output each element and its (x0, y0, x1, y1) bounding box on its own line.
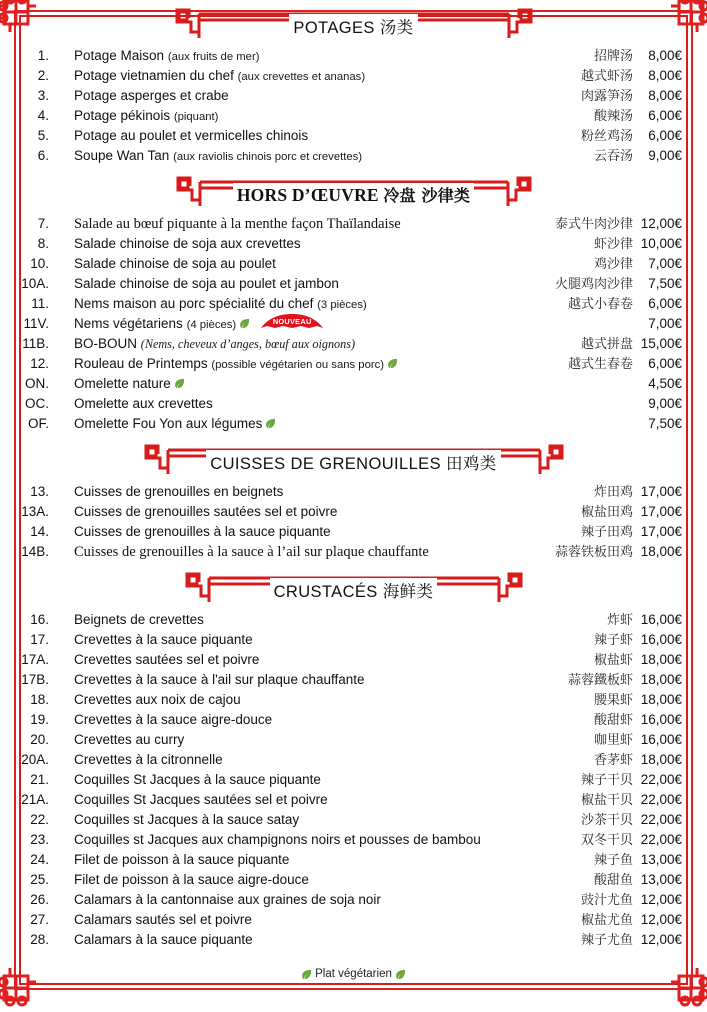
dish-name-cell (58, 542, 515, 562)
dish-name: Crevettes aux noix de cajou (74, 692, 241, 707)
dish-name: Calamars à la cantonnaise aux graines de soja noir (74, 892, 381, 907)
dish-number: 11. (31, 296, 49, 311)
vegetarian-leaf-icon (387, 358, 398, 369)
section-title-fr: CRUSTACÉS (273, 583, 378, 601)
dish-number: 1. (37, 48, 49, 63)
dish-description: (Nems, cheveux d’anges, bœuf aux oignons) (140, 337, 356, 351)
dish-row (0, 106, 707, 126)
dish-row (0, 502, 707, 522)
dish-name-chinese: 辣子鱼 (593, 853, 633, 868)
dish-list-hors-doeuvre (0, 214, 707, 434)
dish-number: ON. (24, 376, 49, 391)
dish-row (0, 482, 707, 502)
dish-name: Crevettes au curry (74, 732, 185, 747)
dish-price: 13,00€ (640, 852, 682, 867)
dish-number: 24. (30, 852, 49, 867)
section-title-fr: CUISSES DE GRENOUILLES (210, 455, 441, 473)
dish-name: Rouleau de Printemps (74, 356, 208, 371)
dish-name-chinese: 虾沙律 (593, 237, 633, 252)
dish-name-cell (58, 650, 515, 670)
vegetarian-leaf-icon (395, 969, 406, 980)
dish-name-cell (58, 670, 515, 690)
dish-price: 6,00€ (648, 128, 682, 143)
dish-number: 25. (30, 872, 49, 887)
dish-name-chinese: 辣子田鸡 (580, 525, 633, 540)
dish-number: 12. (30, 356, 49, 371)
dish-row (0, 46, 707, 66)
dish-name-chinese: 辣子尤鱼 (580, 933, 633, 948)
dish-name-cell (58, 810, 515, 830)
dish-name-chinese: 蒜蓉铁板田鸡 (554, 545, 633, 560)
dish-price: 18,00€ (640, 752, 682, 767)
dish-name-cell (58, 374, 515, 394)
dish-name-cell (58, 830, 515, 850)
dish-price: 17,00€ (640, 524, 682, 539)
dish-number: 27. (30, 912, 49, 927)
dish-number: 14B. (21, 544, 49, 559)
dish-number: 16. (30, 612, 49, 627)
dish-name: Salade chinoise de soja aux crevettes (74, 236, 301, 251)
dish-price: 12,00€ (640, 912, 682, 927)
dish-name: Potage au poulet et vermicelles chinois (74, 128, 309, 143)
dish-number: 4. (37, 108, 49, 123)
dish-name-chinese: 椒盐干贝 (580, 793, 633, 808)
dish-name-chinese: 蒜蓉鐵板虾 (567, 673, 633, 688)
dish-price: 12,00€ (640, 892, 682, 907)
vegetarian-leaf-icon (265, 418, 276, 429)
dish-number: 11V. (23, 316, 49, 331)
dish-price: 15,00€ (640, 336, 682, 351)
dish-description: (piquant) (173, 111, 219, 123)
dish-row (0, 314, 707, 334)
dish-number: 19. (30, 712, 49, 727)
dish-name: Coquilles st Jacques à la sauce satay (74, 812, 300, 827)
dish-row (0, 690, 707, 710)
dish-name-chinese: 越式小春卷 (567, 297, 633, 312)
dish-name: Nems maison au porc spécialité du chef (74, 296, 314, 311)
dish-row (0, 630, 707, 650)
nouveau-badge-label: NOUVEAU (272, 317, 312, 326)
dish-row (0, 730, 707, 750)
dish-name-cell (58, 910, 515, 930)
dish-row (0, 750, 707, 770)
dish-price: 16,00€ (640, 712, 682, 727)
section-header-crustaces (0, 570, 707, 610)
dish-price: 8,00€ (648, 88, 682, 103)
section-title-cn: 田鸡类 (445, 454, 497, 473)
dish-number: 11B. (22, 336, 49, 351)
dish-name-cell (58, 234, 515, 254)
dish-number: 21. (30, 772, 49, 787)
dish-price: 18,00€ (640, 692, 682, 707)
dish-name: Salade chinoise de soja au poulet et jambon (74, 276, 339, 291)
dish-price: 16,00€ (640, 612, 682, 627)
dish-price: 7,00€ (648, 256, 682, 271)
dish-name-chinese: 辣子虾 (593, 633, 633, 648)
dish-price: 16,00€ (640, 632, 682, 647)
dish-name-chinese: 炸田鸡 (593, 485, 633, 500)
dish-number: 17B. (21, 672, 49, 687)
dish-name-chinese: 香茅虾 (593, 753, 633, 768)
dish-name: Coquilles St Jacques à la sauce piquante (74, 772, 321, 787)
dish-row (0, 234, 707, 254)
dish-name: BO-BOUN (74, 336, 138, 351)
dish-name-chinese: 粉丝鸡汤 (580, 129, 633, 144)
dish-list-cuisses-de-grenouilles (0, 482, 707, 562)
dish-row (0, 334, 707, 354)
dish-name-cell (58, 870, 515, 890)
dish-price: 17,00€ (640, 504, 682, 519)
dish-row (0, 890, 707, 910)
vegetarian-legend (0, 968, 707, 980)
corner-knot-bottom-left-icon (0, 958, 46, 1012)
dish-name-cell (58, 254, 515, 274)
dish-row (0, 254, 707, 274)
section-title-crustaces (270, 578, 438, 602)
dish-name-cell (58, 414, 515, 434)
dish-number: 17. (30, 632, 49, 647)
dish-name: Crevettes sautées sel et poivre (74, 652, 260, 667)
dish-price: 17,00€ (640, 484, 682, 499)
dish-name: Beignets de crevettes (74, 612, 204, 627)
dish-price: 18,00€ (640, 652, 682, 667)
dish-number: 17A. (21, 652, 49, 667)
dish-number: 5. (37, 128, 49, 143)
dish-name: Omelette Fou Yon aux légumes (74, 416, 263, 431)
section-title-cn: 汤类 (379, 18, 414, 37)
corner-knot-top-right-icon (661, 0, 707, 42)
dish-name-cell (58, 770, 515, 790)
dish-name: Cuisses de grenouilles à la sauce piquante (74, 524, 331, 539)
dish-name: Crevettes à la citronnelle (74, 752, 223, 767)
dish-price: 22,00€ (640, 832, 682, 847)
dish-price: 10,00€ (640, 236, 682, 251)
dish-number: 22. (30, 812, 49, 827)
dish-number: 14. (30, 524, 49, 539)
dish-row (0, 810, 707, 830)
section-title-potages (289, 14, 417, 38)
dish-description: (aux fruits de mer) (167, 51, 260, 63)
dish-name-chinese: 双冬干贝 (580, 833, 633, 848)
dish-number: 13. (30, 484, 49, 499)
dish-name: Coquilles st Jacques aux champignons noirs et pousses de bambou (74, 832, 481, 847)
dish-name: Potage Maison (74, 48, 165, 63)
dish-name-chinese: 鸡沙律 (593, 257, 633, 272)
dish-name: Omelette nature (74, 376, 171, 391)
dish-number: 8. (37, 236, 49, 251)
dish-name: Salade au bœuf piquante à la menthe façon Thaïlandaise (74, 216, 401, 232)
dish-number: 21A. (21, 792, 49, 807)
dish-name-cell (58, 610, 515, 630)
dish-number: 26. (30, 892, 49, 907)
dish-name-chinese: 辣子干贝 (580, 773, 633, 788)
dish-row (0, 910, 707, 930)
dish-row (0, 146, 707, 166)
dish-name-chinese: 越式虾汤 (580, 69, 633, 84)
section-title-fr: POTAGES (293, 19, 375, 37)
dish-row (0, 710, 707, 730)
dish-row (0, 670, 707, 690)
dish-name: Salade chinoise de soja au poulet (74, 256, 276, 271)
vegetarian-leaf-icon (174, 378, 185, 389)
dish-number: OF. (27, 416, 49, 431)
dish-name-chinese: 椒盐虾 (593, 653, 633, 668)
dish-description: (aux crevettes et ananas) (237, 71, 366, 83)
dish-name: Cuisses de grenouilles en beignets (74, 484, 284, 499)
dish-price: 12,00€ (640, 932, 682, 947)
dish-name-chinese: 越式拼盘 (580, 337, 633, 352)
dish-name-chinese: 炸虾 (606, 613, 633, 628)
dish-row (0, 770, 707, 790)
dish-name-cell (58, 930, 515, 950)
corner-knot-bottom-right-icon (661, 958, 707, 1012)
dish-name-cell (58, 274, 515, 294)
dish-number: 10. (30, 256, 49, 271)
dish-name: Calamars à la sauce piquante (74, 932, 253, 947)
dish-number: 7. (37, 216, 49, 231)
section-title-cuisses-de-grenouilles (206, 450, 500, 474)
vegetarian-legend-label: Plat végétarien (315, 968, 392, 980)
dish-name: Crevettes à la sauce aigre-douce (74, 712, 273, 727)
dish-name-cell (58, 334, 515, 354)
dish-name-chinese: 泰式牛肉沙律 (554, 217, 633, 232)
dish-name-cell (58, 850, 515, 870)
dish-name: Omelette aux crevettes (74, 396, 213, 411)
dish-price: 8,00€ (648, 68, 682, 83)
dish-name-cell (58, 522, 515, 542)
dish-price: 18,00€ (640, 672, 682, 687)
dish-name-cell (58, 482, 515, 502)
dish-name: Calamars sautés sel et poivre (74, 912, 252, 927)
section-header-potages (0, 6, 707, 46)
dish-name: Potage pékinois (74, 108, 171, 123)
dish-name: Cuisses de grenouilles sautées sel et poivre (74, 504, 338, 519)
dish-number: 28. (30, 932, 49, 947)
dish-name-chinese: 肉露笋汤 (580, 89, 633, 104)
dish-description: (possible végétarien ou sans porc) (211, 359, 385, 371)
dish-row (0, 790, 707, 810)
vegetarian-leaf-icon (301, 969, 312, 980)
dish-name: Crevettes à la sauce à l'ail sur plaque chauffante (74, 672, 365, 687)
dish-price: 9,00€ (648, 396, 682, 411)
dish-number: 13A. (21, 504, 49, 519)
dish-row (0, 354, 707, 374)
vegetarian-leaf-icon (239, 318, 250, 329)
dish-name-cell (58, 750, 515, 770)
dish-name: Nems végétariens (74, 316, 183, 331)
dish-name: Crevettes à la sauce piquante (74, 632, 253, 647)
dish-row (0, 870, 707, 890)
dish-row (0, 542, 707, 562)
dish-row (0, 374, 707, 394)
dish-name-cell (58, 502, 515, 522)
dish-name-chinese: 咖里虾 (593, 733, 633, 748)
dish-name-cell (58, 630, 515, 650)
dish-row (0, 126, 707, 146)
dish-number: 20A. (21, 752, 49, 767)
dish-number: 20. (30, 732, 49, 747)
dish-name-chinese: 招牌汤 (593, 49, 633, 64)
dish-row (0, 274, 707, 294)
dish-row (0, 650, 707, 670)
dish-row (0, 850, 707, 870)
section-title-fr: HORS D’ŒUVRE (236, 184, 379, 205)
dish-price: 4,50€ (648, 376, 682, 391)
dish-number: 10A. (21, 276, 49, 291)
dish-name-chinese: 越式生春卷 (567, 357, 633, 372)
dish-price: 7,50€ (648, 416, 682, 431)
dish-price: 12,00€ (640, 216, 682, 231)
section-title-cn: 冷盘 沙律类 (383, 185, 471, 205)
dish-name: Soupe Wan Tan (74, 148, 170, 163)
dish-name-cell (58, 66, 515, 87)
dish-description: (3 pièces) (317, 299, 367, 311)
dish-name-cell (58, 790, 515, 810)
dish-price: 6,00€ (648, 356, 682, 371)
dish-name-chinese: 腰果虾 (593, 693, 633, 708)
dish-price: 9,00€ (648, 148, 682, 163)
nouveau-badge (259, 314, 325, 329)
dish-row (0, 830, 707, 850)
dish-name-cell (58, 690, 515, 710)
dish-name-chinese: 椒盐尤鱼 (580, 913, 633, 928)
dish-row (0, 66, 707, 86)
dish-number: 6. (37, 148, 49, 163)
dish-name-cell (58, 214, 515, 234)
dish-price: 18,00€ (640, 544, 682, 559)
dish-row (0, 86, 707, 106)
section-title-cn: 海鲜类 (382, 582, 434, 601)
dish-name-cell (58, 146, 515, 167)
dish-name-cell (58, 394, 515, 414)
dish-price: 8,00€ (648, 48, 682, 63)
section-title-hors-doeuvre (233, 183, 474, 206)
dish-name-chinese: 酸甜虾 (593, 713, 633, 728)
dish-name-cell (58, 314, 515, 335)
dish-list-potages (0, 46, 707, 166)
dish-name-cell (58, 46, 515, 67)
dish-name: Potage vietnamien du chef (74, 68, 234, 83)
dish-number: OC. (24, 396, 49, 411)
dish-price: 13,00€ (640, 872, 682, 887)
dish-row (0, 294, 707, 314)
dish-name-chinese: 酸甜鱼 (593, 873, 633, 888)
dish-name: Potage asperges et crabe (74, 88, 229, 103)
dish-price: 6,00€ (648, 108, 682, 123)
dish-row (0, 394, 707, 414)
dish-name-chinese: 椒盐田鸡 (580, 505, 633, 520)
dish-number: 18. (30, 692, 49, 707)
dish-number: 23. (30, 832, 49, 847)
dish-name-chinese: 火腿鸡肉沙律 (554, 277, 633, 292)
dish-description: (aux raviolis chinois porc et crevettes) (173, 151, 363, 163)
dish-name-cell (58, 890, 515, 910)
dish-price: 22,00€ (640, 792, 682, 807)
dish-name-cell (58, 710, 515, 730)
dish-name: Cuisses de grenouilles à la sauce à l’ail sur plaque chauffante (74, 544, 429, 560)
section-header-cuisses-de-grenouilles (0, 442, 707, 482)
dish-name-chinese: 沙茶干贝 (580, 813, 633, 828)
dish-row (0, 414, 707, 434)
dish-price: 6,00€ (648, 296, 682, 311)
dish-price: 16,00€ (640, 732, 682, 747)
dish-name-cell (58, 106, 515, 127)
dish-row (0, 214, 707, 234)
dish-name: Filet de poisson à la sauce aigre-douce (74, 872, 309, 887)
corner-knot-top-left-icon (0, 0, 46, 42)
dish-name-chinese: 酸辣汤 (593, 109, 633, 124)
dish-name-cell (58, 294, 515, 315)
dish-price: 7,00€ (648, 316, 682, 331)
dish-name: Filet de poisson à la sauce piquante (74, 852, 290, 867)
dish-number: 3. (37, 88, 49, 103)
dish-name-chinese: 豉汁尤鱼 (580, 893, 633, 908)
dish-price: 7,50€ (648, 276, 682, 291)
dish-description: (4 pièces) (186, 319, 237, 331)
dish-name-cell (58, 126, 515, 146)
dish-name-cell (58, 730, 515, 750)
dish-price: 22,00€ (640, 772, 682, 787)
dish-row (0, 930, 707, 950)
dish-price: 22,00€ (640, 812, 682, 827)
dish-name-cell (58, 86, 515, 106)
dish-list-crustaces (0, 610, 707, 950)
section-header-hors-doeuvre (0, 174, 707, 214)
dish-row (0, 610, 707, 630)
dish-name-chinese: 云吞汤 (593, 149, 633, 164)
dish-row (0, 522, 707, 542)
dish-name: Coquilles St Jacques sautées sel et poivre (74, 792, 328, 807)
dish-name-cell (58, 354, 515, 375)
dish-number: 2. (37, 68, 49, 83)
